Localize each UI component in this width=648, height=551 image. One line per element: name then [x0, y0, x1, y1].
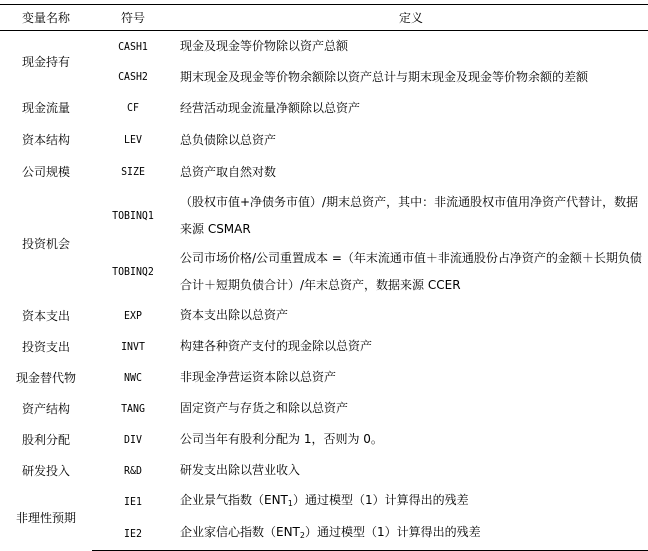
variable-name: 投资机会 — [21, 237, 70, 251]
table-row — [0, 62, 648, 92]
table-row — [0, 124, 648, 156]
variable-definition-table — [0, 4, 648, 551]
variable-name: 资产结构 — [21, 401, 70, 416]
table-row — [0, 244, 648, 300]
variable-name: 现金流量 — [21, 101, 70, 115]
variable-name: 股利分配 — [21, 432, 70, 447]
definition: 固定资产与存货之和除以总资产 — [180, 401, 349, 415]
table-row — [0, 156, 648, 188]
symbol: IE1 — [124, 495, 142, 508]
header-variable: 变量名称 — [0, 5, 92, 31]
table-row — [0, 424, 648, 455]
symbol: INVT — [121, 339, 145, 353]
symbol: DIV — [124, 432, 142, 446]
definition-text: 企业家信心指数（ENT — [180, 524, 300, 539]
header-symbol: 符号 — [92, 5, 174, 31]
table-row — [0, 300, 648, 331]
symbol: CASH1 — [118, 39, 148, 53]
variable-name: 非理性预期 — [15, 511, 76, 526]
variable-name: 公司规模 — [21, 165, 70, 179]
variable-name: 资本结构 — [21, 133, 70, 147]
definition: 公司当年有股利分配为 1，否则为 0。 — [180, 432, 383, 446]
symbol: TANG — [121, 401, 145, 415]
subscript: 2 — [299, 530, 305, 540]
definition: 期末现金及现金等价物余额除以资产总计与期末现金及现金等价物余额的差额 — [180, 69, 589, 84]
variable-name: 现金持有 — [21, 54, 70, 69]
symbol: CF — [127, 101, 139, 114]
definition: 构建各种资产支付的现金除以总资产 — [180, 339, 373, 353]
table-row — [0, 455, 648, 486]
symbol: EXP — [124, 308, 142, 322]
definition: 总资产取自然对数 — [180, 164, 277, 179]
definition: 研发支出除以营业收入 — [180, 463, 301, 477]
table-row — [0, 188, 648, 244]
symbol: R&D — [124, 463, 142, 477]
table-row — [0, 393, 648, 424]
definition: 非现金净营运资本除以总资产 — [180, 370, 337, 384]
symbol: CASH2 — [118, 70, 148, 83]
definition-text: ）通过模型（1）计算得出的残差 — [304, 524, 481, 539]
table-row — [0, 362, 648, 393]
definition: 总负债除以总资产 — [180, 132, 277, 147]
symbol: LEV — [124, 133, 142, 146]
symbol: TOBINQ1 — [112, 209, 154, 222]
header-definition: 定义 — [174, 5, 648, 31]
table-row — [0, 331, 648, 362]
variable-name: 研发投入 — [21, 463, 70, 478]
variable-name: 现金替代物 — [15, 370, 76, 385]
definition-text: ）通过模型（1）计算得出的残差 — [292, 492, 469, 507]
definition: 资本支出除以总资产 — [180, 308, 289, 322]
definition: 现金及现金等价物除以资产总额 — [180, 39, 349, 54]
definition: 公司市场价格/公司重置成本 =（年末流通市值＋非流通股份占净资产的金额＋长期负债合计＋短期负债合计）/年末总资产，数据来源 CCER — [180, 250, 642, 292]
definition — [174, 518, 648, 551]
variable-name: 资本支出 — [21, 308, 70, 323]
table-header-row — [0, 5, 648, 31]
symbol: SIZE — [121, 165, 145, 178]
variable-name: 投资支出 — [21, 339, 70, 354]
definition-text: 企业景气指数（ENT — [180, 492, 288, 507]
table-row — [0, 518, 648, 551]
subscript: 1 — [287, 498, 293, 508]
table-row — [0, 92, 648, 124]
table-row — [0, 486, 648, 518]
definition: 经营活动现金流量净额除以总资产 — [180, 100, 361, 115]
definition — [174, 486, 648, 518]
symbol: NWC — [124, 370, 142, 384]
definition: （股权市值+净债务市值）/期末总资产，其中：非流通股权市值用净资产代替计，数据来源 CSMAR — [180, 194, 639, 236]
table-row — [0, 31, 648, 62]
symbol: TOBINQ2 — [112, 265, 154, 278]
symbol: IE2 — [96, 518, 170, 551]
